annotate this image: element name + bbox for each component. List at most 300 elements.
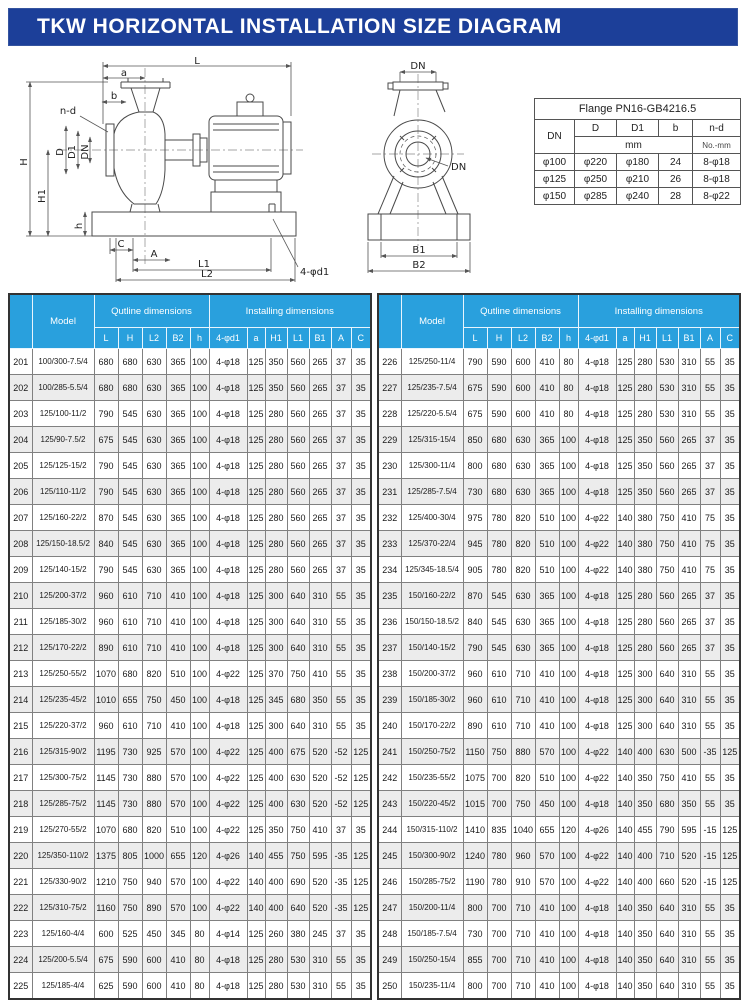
table-cell: 780 — [487, 531, 511, 557]
table-cell: 610 — [118, 583, 142, 609]
table-cell: 750 — [118, 869, 142, 895]
table-cell: 125 — [247, 921, 265, 947]
table-cell: φ180 — [617, 154, 659, 171]
table-cell: 545 — [118, 557, 142, 583]
table-cell: 265 — [678, 453, 700, 479]
table-cell: 125 — [247, 453, 265, 479]
table-cell: 380 — [287, 921, 309, 947]
table-cell: 4-φ22 — [578, 531, 616, 557]
table-cell: 630 — [142, 401, 166, 427]
table-cell: 530 — [287, 973, 309, 1000]
table-cell: 35 — [351, 583, 371, 609]
table-cell: 265 — [309, 505, 331, 531]
table-cell: -15 — [700, 817, 720, 843]
table-row — [378, 895, 740, 921]
table-cell: 125/220-37/2 — [32, 713, 94, 739]
table-cell: 35 — [351, 427, 371, 453]
table-cell: 410 — [535, 973, 559, 1000]
table-cell: 4-φ22 — [209, 661, 247, 687]
table-cell: 100 — [559, 505, 578, 531]
table-row — [9, 401, 371, 427]
table-cell: 35 — [351, 947, 371, 973]
table-cell: 55 — [700, 401, 720, 427]
table-cell: -35 — [331, 869, 351, 895]
table-cell: 150/285-75/2 — [401, 869, 463, 895]
table-cell: 350 — [265, 375, 287, 401]
table-row — [535, 188, 741, 205]
table-cell: 125 — [720, 817, 740, 843]
table-cell: 37 — [700, 453, 720, 479]
table-cell: 125/200-5.5/4 — [32, 947, 94, 973]
table-cell: 400 — [265, 765, 287, 791]
table-cell: 400 — [265, 869, 287, 895]
table-cell: 37 — [331, 349, 351, 375]
table-cell: 1240 — [463, 843, 487, 869]
table-cell: 55 — [700, 921, 720, 947]
col-B2: B2 — [166, 328, 190, 349]
table-cell: 100 — [190, 817, 209, 843]
table-cell: 1015 — [463, 791, 487, 817]
table-cell: 365 — [166, 427, 190, 453]
table-cell: 280 — [265, 947, 287, 973]
table-cell: 206 — [9, 479, 32, 505]
table-cell: 35 — [720, 427, 740, 453]
table-cell: 1150 — [463, 739, 487, 765]
table-cell: 655 — [166, 843, 190, 869]
table-cell: 100 — [190, 687, 209, 713]
table-row — [9, 817, 371, 843]
table-cell: 630 — [511, 635, 535, 661]
table-cell: 246 — [378, 869, 401, 895]
table-cell: 280 — [265, 427, 287, 453]
table-cell: 35 — [720, 973, 740, 1000]
table-cell: 300 — [634, 687, 656, 713]
table-cell: 265 — [309, 479, 331, 505]
table-cell: 410 — [309, 661, 331, 687]
dimension-table-left — [8, 293, 372, 1000]
table-cell: 310 — [678, 973, 700, 1000]
table-cell: 545 — [487, 583, 511, 609]
table-cell: 630 — [287, 791, 309, 817]
table-cell: 209 — [9, 557, 32, 583]
table-cell: 140 — [616, 973, 634, 1000]
table-cell: 630 — [142, 505, 166, 531]
table-cell: 410 — [535, 375, 559, 401]
table-cell: φ125 — [535, 171, 575, 188]
table-row — [378, 349, 740, 375]
table-cell: 780 — [487, 557, 511, 583]
table-cell: 125 — [247, 349, 265, 375]
table-cell: 595 — [678, 817, 700, 843]
table-cell: 545 — [118, 479, 142, 505]
table-cell: 560 — [656, 427, 678, 453]
table-cell: 280 — [265, 453, 287, 479]
table-cell: 125 — [247, 479, 265, 505]
table-cell: 545 — [118, 531, 142, 557]
table-cell: 640 — [656, 895, 678, 921]
table-cell: 710 — [511, 895, 535, 921]
col-h: h — [190, 328, 209, 349]
model-header: Model — [401, 294, 463, 349]
table-cell: 410 — [678, 505, 700, 531]
table-cell: 680 — [118, 349, 142, 375]
table-cell: -52 — [331, 739, 351, 765]
table-cell: 510 — [535, 765, 559, 791]
table-row — [378, 947, 740, 973]
flange-col-b: b — [659, 120, 693, 137]
table-cell: 545 — [118, 401, 142, 427]
table-cell: 37 — [331, 401, 351, 427]
flange-unit-mm: mm — [575, 137, 693, 154]
table-row — [378, 739, 740, 765]
table-cell: 890 — [94, 635, 118, 661]
table-cell: 55 — [700, 973, 720, 1000]
table-cell: 960 — [94, 609, 118, 635]
table-cell: 100 — [559, 765, 578, 791]
table-cell: 125/160-22/2 — [32, 505, 94, 531]
table-cell: 4-φ18 — [578, 427, 616, 453]
table-cell: 880 — [142, 791, 166, 817]
table-cell: 630 — [656, 739, 678, 765]
table-cell: 660 — [656, 869, 678, 895]
table-cell: 570 — [535, 739, 559, 765]
table-cell: 125/235-45/2 — [32, 687, 94, 713]
table-cell: 140 — [616, 921, 634, 947]
table-cell: 905 — [463, 557, 487, 583]
table-row — [9, 453, 371, 479]
pump-side-view-diagram — [18, 54, 348, 289]
table-cell: 730 — [463, 479, 487, 505]
table-cell: 310 — [678, 687, 700, 713]
table-cell: 630 — [142, 557, 166, 583]
table-cell: 380 — [634, 531, 656, 557]
table-cell: 4-φ18 — [209, 401, 247, 427]
table-row — [378, 635, 740, 661]
table-cell: 150/140-15/2 — [401, 635, 463, 661]
table-cell: 1075 — [463, 765, 487, 791]
table-cell: 560 — [287, 453, 309, 479]
table-cell: 730 — [118, 739, 142, 765]
table-cell: 211 — [9, 609, 32, 635]
table-cell: 1410 — [463, 817, 487, 843]
corner-cell — [9, 294, 32, 349]
table-cell: 4-φ18 — [209, 635, 247, 661]
table-row — [535, 154, 741, 171]
table-cell: 4-φ18 — [578, 687, 616, 713]
table-cell: 228 — [378, 401, 401, 427]
table-cell: 55 — [700, 765, 720, 791]
table-cell: 680 — [118, 375, 142, 401]
table-cell: 610 — [118, 635, 142, 661]
col-4-d1: 4-φd1 — [209, 328, 247, 349]
table-cell: 125/170-22/2 — [32, 635, 94, 661]
table-cell: 150/250-75/2 — [401, 739, 463, 765]
table-row — [378, 375, 740, 401]
table-cell: 125/200-37/2 — [32, 583, 94, 609]
table-cell: 125/220-5.5/4 — [401, 401, 463, 427]
table-cell: 100 — [559, 661, 578, 687]
table-cell: 410 — [535, 687, 559, 713]
table-cell: 125/370-22/4 — [401, 531, 463, 557]
table-cell: 125/110-11/2 — [32, 479, 94, 505]
table-cell: 140 — [616, 557, 634, 583]
table-cell: 960 — [94, 583, 118, 609]
table-cell: 35 — [351, 687, 371, 713]
pump-front-view-diagram — [348, 54, 538, 289]
table-cell: 300 — [265, 583, 287, 609]
dimension-table-left-body — [9, 349, 371, 1000]
table-cell: 510 — [166, 661, 190, 687]
table-cell: 510 — [535, 505, 559, 531]
table-cell: 4-φ22 — [578, 843, 616, 869]
table-cell: 100 — [190, 479, 209, 505]
table-cell: 310 — [678, 921, 700, 947]
table-cell: 100 — [190, 583, 209, 609]
table-cell: 530 — [287, 947, 309, 973]
table-cell: 1160 — [94, 895, 118, 921]
col-H1: H1 — [265, 328, 287, 349]
table-cell: 37 — [331, 427, 351, 453]
table-cell: 640 — [656, 947, 678, 973]
table-cell: 150/200-11/4 — [401, 895, 463, 921]
table-cell: 100 — [559, 479, 578, 505]
table-cell: φ100 — [535, 154, 575, 171]
table-cell: 265 — [309, 557, 331, 583]
table-cell: 560 — [287, 349, 309, 375]
table-row — [378, 401, 740, 427]
table-cell: 350 — [634, 973, 656, 1000]
table-cell: φ240 — [617, 188, 659, 205]
table-row — [9, 843, 371, 869]
table-cell: 4-φ18 — [578, 791, 616, 817]
table-cell: 125 — [351, 791, 371, 817]
table-cell: 140 — [616, 817, 634, 843]
table-cell: 8-φ18 — [693, 171, 741, 188]
table-cell: 545 — [118, 453, 142, 479]
table-cell: 37 — [331, 505, 351, 531]
table-cell: 1210 — [94, 869, 118, 895]
page-title: TKW HORIZONTAL INSTALLATION SIZE DIAGRAM — [8, 8, 738, 46]
table-cell: 100/300-7.5/4 — [32, 349, 94, 375]
table-cell: 125 — [247, 947, 265, 973]
table-cell: 80 — [559, 401, 578, 427]
table-cell: 125/250-55/2 — [32, 661, 94, 687]
table-cell: 4-φ22 — [209, 739, 247, 765]
table-cell: 216 — [9, 739, 32, 765]
dim-label-B1: B1 — [412, 245, 426, 256]
table-cell: 280 — [265, 557, 287, 583]
table-cell: 790 — [463, 635, 487, 661]
table-row — [9, 791, 371, 817]
table-cell: 238 — [378, 661, 401, 687]
table-cell: 125/90-7.5/2 — [32, 427, 94, 453]
table-cell: 750 — [487, 739, 511, 765]
table-cell: 100 — [190, 349, 209, 375]
table-cell: 890 — [142, 895, 166, 921]
table-cell: 350 — [678, 791, 700, 817]
table-cell: 855 — [463, 947, 487, 973]
table-cell: 710 — [511, 973, 535, 1000]
table-cell: 100 — [559, 635, 578, 661]
table-cell: 710 — [511, 921, 535, 947]
table-row — [378, 427, 740, 453]
table-cell: φ250 — [575, 171, 617, 188]
table-cell: 140 — [616, 791, 634, 817]
table-cell: 680 — [94, 375, 118, 401]
table-cell: 35 — [351, 557, 371, 583]
table-cell: 820 — [511, 765, 535, 791]
table-cell: φ220 — [575, 154, 617, 171]
table-cell: 750 — [118, 895, 142, 921]
table-cell: 100 — [559, 869, 578, 895]
table-cell: 630 — [142, 479, 166, 505]
table-row — [9, 505, 371, 531]
table-cell: 365 — [166, 479, 190, 505]
installing-group-header: Installing dimensions — [578, 294, 740, 328]
table-cell: 120 — [559, 817, 578, 843]
table-cell: 1190 — [463, 869, 487, 895]
table-cell: 280 — [634, 349, 656, 375]
table-cell: 570 — [535, 843, 559, 869]
table-cell: 37 — [331, 531, 351, 557]
col-L: L — [463, 328, 487, 349]
table-cell: 700 — [487, 973, 511, 1000]
col-C: C — [351, 328, 371, 349]
table-cell: 4-φ18 — [578, 349, 616, 375]
table-cell: 640 — [287, 895, 309, 921]
table-cell: 700 — [487, 895, 511, 921]
table-cell: 730 — [118, 791, 142, 817]
table-cell: 125 — [247, 791, 265, 817]
table-cell: 125 — [247, 635, 265, 661]
table-cell: 545 — [118, 505, 142, 531]
table-cell: 310 — [309, 973, 331, 1000]
dim-label-L1: L1 — [198, 259, 210, 270]
table-cell: 55 — [700, 687, 720, 713]
table-cell: 55 — [700, 349, 720, 375]
table-cell: 37 — [331, 817, 351, 843]
table-cell: 960 — [463, 687, 487, 713]
table-cell: 75 — [700, 557, 720, 583]
table-cell: 265 — [309, 401, 331, 427]
table-cell: 840 — [94, 531, 118, 557]
table-cell: 630 — [142, 453, 166, 479]
table-cell: 125 — [247, 687, 265, 713]
table-cell: 700 — [487, 765, 511, 791]
table-cell: 560 — [287, 505, 309, 531]
table-cell: 231 — [378, 479, 401, 505]
table-cell: 35 — [351, 817, 371, 843]
table-cell: 100 — [559, 713, 578, 739]
table-cell: 590 — [487, 375, 511, 401]
table-cell: 700 — [487, 791, 511, 817]
table-cell: 4-φ18 — [209, 427, 247, 453]
table-cell: 150/185-30/2 — [401, 687, 463, 713]
table-cell: 55 — [700, 947, 720, 973]
table-cell: 370 — [265, 661, 287, 687]
col-C: C — [720, 328, 740, 349]
table-cell: 24 — [659, 154, 693, 171]
table-cell: 75 — [700, 505, 720, 531]
dim-label-D1: D1 — [67, 144, 78, 160]
col-B1: B1 — [678, 328, 700, 349]
table-cell: 410 — [166, 973, 190, 1000]
table-cell: 233 — [378, 531, 401, 557]
table-cell: 560 — [656, 583, 678, 609]
table-cell: -15 — [700, 869, 720, 895]
table-cell: 55 — [700, 713, 720, 739]
table-cell: 560 — [656, 635, 678, 661]
table-cell: 218 — [9, 791, 32, 817]
table-cell: 310 — [678, 713, 700, 739]
table-cell: 960 — [94, 713, 118, 739]
table-cell: 640 — [656, 713, 678, 739]
table-cell: 820 — [511, 531, 535, 557]
table-cell: 220 — [9, 843, 32, 869]
table-cell: 410 — [535, 349, 559, 375]
table-cell: 55 — [700, 791, 720, 817]
table-cell: 280 — [634, 583, 656, 609]
table-row — [378, 973, 740, 1000]
table-cell: 560 — [287, 401, 309, 427]
table-cell: 80 — [559, 349, 578, 375]
table-cell: 560 — [287, 427, 309, 453]
col-B2: B2 — [535, 328, 559, 349]
table-cell: 227 — [378, 375, 401, 401]
table-cell: 125 — [247, 583, 265, 609]
flange-table-title: Flange PN16-GB4216.5 — [535, 99, 741, 120]
table-cell: 610 — [118, 713, 142, 739]
table-cell: 125/285-75/2 — [32, 791, 94, 817]
table-cell: 1145 — [94, 791, 118, 817]
table-cell: 120 — [190, 843, 209, 869]
table-cell: 350 — [634, 895, 656, 921]
table-cell: 365 — [166, 557, 190, 583]
table-cell: 680 — [118, 661, 142, 687]
table-cell: 125/125-15/2 — [32, 453, 94, 479]
table-cell: 55 — [700, 895, 720, 921]
table-cell: 35 — [351, 973, 371, 1000]
table-cell: 1010 — [94, 687, 118, 713]
table-cell: 207 — [9, 505, 32, 531]
table-cell: 37 — [700, 479, 720, 505]
table-cell: 790 — [463, 349, 487, 375]
table-cell: 4-φ22 — [578, 505, 616, 531]
table-cell: 100 — [559, 427, 578, 453]
table-cell: 35 — [351, 401, 371, 427]
table-cell: 4-φ18 — [209, 557, 247, 583]
table-cell: 800 — [463, 973, 487, 1000]
table-cell: 730 — [463, 921, 487, 947]
table-cell: 700 — [487, 921, 511, 947]
table-cell: 241 — [378, 739, 401, 765]
table-cell: 4-φ18 — [209, 583, 247, 609]
table-cell: 100 — [559, 583, 578, 609]
table-cell: 345 — [265, 687, 287, 713]
table-cell: 410 — [166, 947, 190, 973]
table-cell: 525 — [118, 921, 142, 947]
table-cell: 4-φ18 — [578, 453, 616, 479]
table-cell: 242 — [378, 765, 401, 791]
flange-table-body — [535, 154, 741, 205]
table-cell: 820 — [511, 505, 535, 531]
table-cell: 750 — [511, 791, 535, 817]
table-cell: 4-φ22 — [578, 765, 616, 791]
table-cell: 4-φ22 — [209, 895, 247, 921]
table-cell: 300 — [265, 635, 287, 661]
table-row — [378, 687, 740, 713]
table-row — [535, 171, 741, 188]
